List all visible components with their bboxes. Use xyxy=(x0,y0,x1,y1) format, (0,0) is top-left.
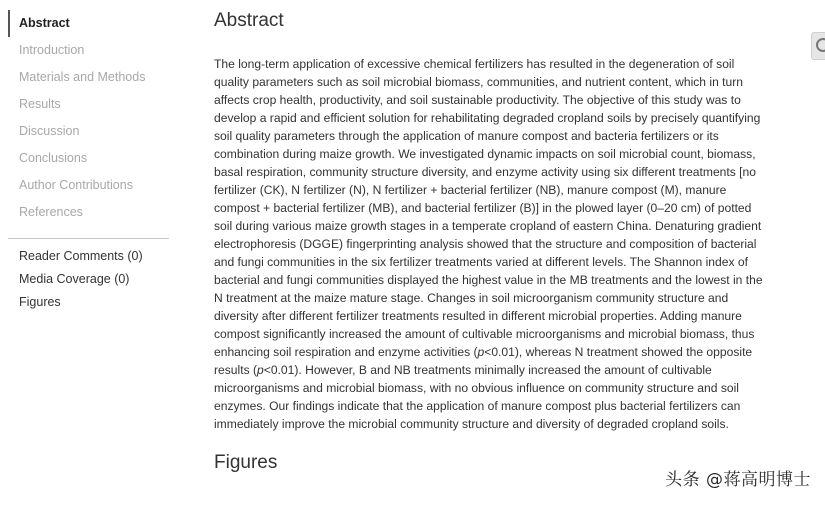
table-of-contents xyxy=(8,10,170,226)
toc-item-results[interactable]: Results xyxy=(19,97,61,111)
toc-item-conclusions[interactable]: Conclusions xyxy=(19,151,88,165)
abstract-text-part-3: <0.01). However, B and NB treatments minimally increased the amount of cultivable microorganisms and microbial biomass, with no obvious influence on community structure and soil enzymes. Our findings indicate that the application of manure compost plus bacterial fertilizers can immediately improve the microbial community structure and diversity of degraded cropland soils. xyxy=(214,363,741,431)
toc-item-references[interactable]: References xyxy=(19,205,83,219)
article-extras xyxy=(8,245,170,314)
toc-item-abstract[interactable]: Abstract xyxy=(8,10,170,37)
toc-item-discussion[interactable]: Discussion xyxy=(19,124,80,138)
article-main xyxy=(214,8,774,476)
reader-comments-link[interactable]: Reader Comments (0) xyxy=(19,249,143,263)
abstract-paragraph xyxy=(214,55,770,433)
watermark: 头条 @蒋高明博士 xyxy=(665,470,811,490)
article-sidebar xyxy=(8,10,170,314)
toc-item-materials-and-methods[interactable]: Materials and Methods xyxy=(19,70,146,84)
figures-link[interactable]: Figures xyxy=(19,295,61,309)
toc-item-introduction[interactable]: Introduction xyxy=(19,43,85,57)
toc-item-author-contributions[interactable]: Author Contributions xyxy=(19,178,133,192)
abstract-text-part-2: <0.01), whereas N treatment showed the opposite results ( xyxy=(214,345,753,377)
media-coverage-link[interactable]: Media Coverage (0) xyxy=(19,272,130,286)
p-value-symbol: p xyxy=(257,363,264,377)
circle-icon xyxy=(816,38,825,52)
p-value-symbol: p xyxy=(477,345,485,359)
sidebar-divider xyxy=(8,238,169,239)
side-feedback-tab[interactable] xyxy=(811,32,825,60)
abstract-text-part-1: The long-term application of excessive chemical fertilizers has resulted in the degeneration of soil quality parameters such as soil microbial biomass, communities, and nutrient content, which in turn affects crop health, productivity, and soil sustainable productivity. The objective of this study was to develop a rapid and efficient solution for rehabilitating degraded cropland soils by precisely quantifying soil quality parameters through the application of manure compost and bacteria fertilizers or its combination during maize growth. We investigated dynamic impacts on soil microbial count, biomass, basal respiration, community structure diversity, and enzyme activity using six different treatments [no fertilizer (CK), N fertilizer (N), N fertilizer + bacterial fertilizer (NB), manure compost (M), manure compost + bacterial fertilizer (MB), and bacterial fertilizer (B)] in the plowed layer (0–20 cm) of potted soil during various maize growth stages in a temperate cropland of eastern China. Denaturing gradient electrophoresis (DGGE) fingerprinting analysis showed that the structure and composition of bacterial and fungi communities in the six fertilizer treatments varied at different levels. The Shannon index of bacterial and fungi communities displayed the highest value in the MB treatments and the lowest in the N treatment at the maize mature stage. Changes in soil microorganism community structure and diversity after different fertilizer treatments resulted in different microbial properties. Adding manure compost significantly increased the amount of cultivable microorganisms and microbial biomass, thus enhancing soil respiration and enzyme activities ( xyxy=(214,57,763,359)
figures-heading: Figures xyxy=(214,452,278,473)
abstract-heading: Abstract xyxy=(214,10,284,31)
